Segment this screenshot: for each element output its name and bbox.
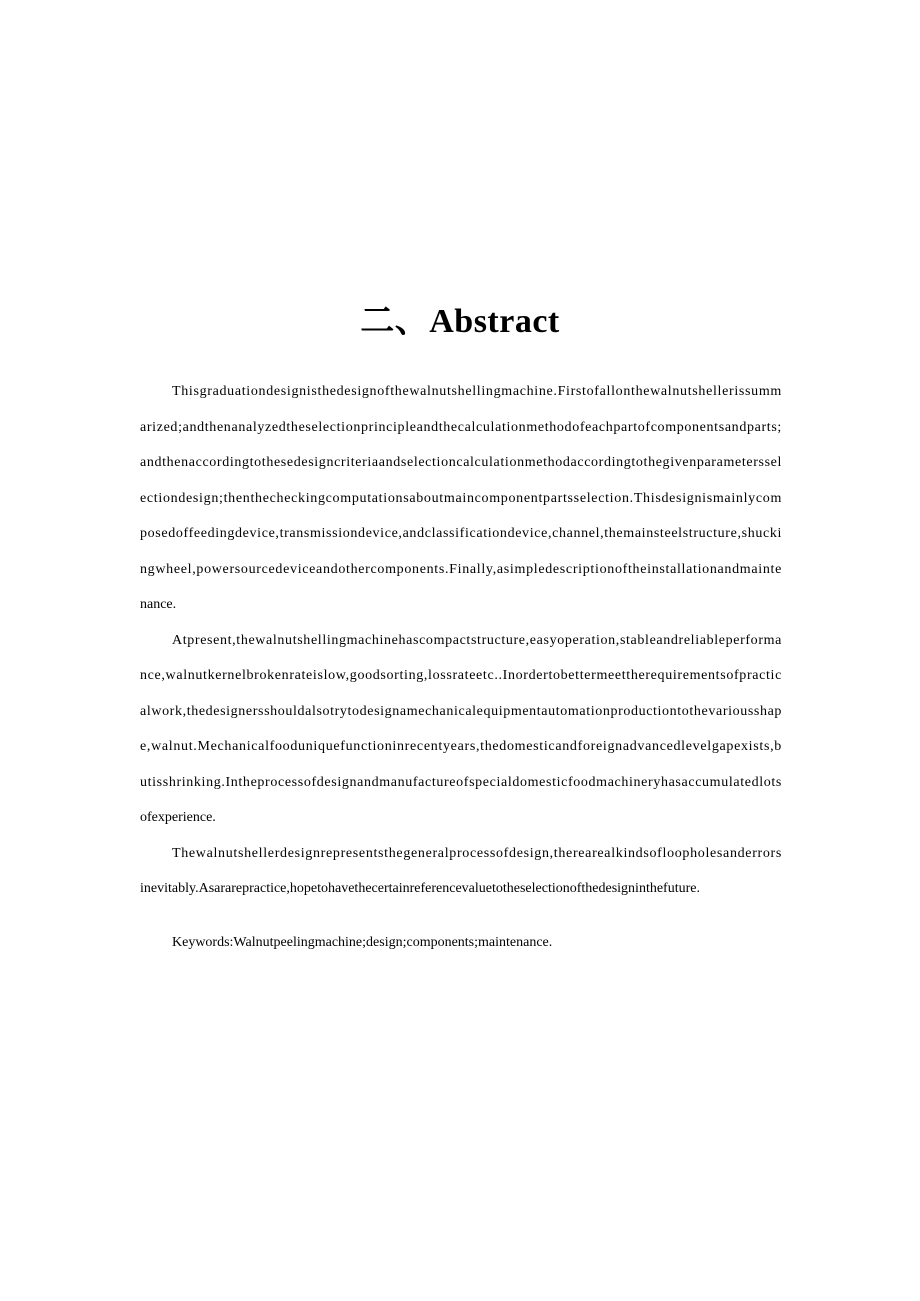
- paragraph-2-line-1: Atpresent,thewalnutshellingmachinehascompactstructure,easyoperation,stableandreliableperforma: [172, 632, 782, 648]
- paragraph-1-line-3: andthenaccordingtothesedesigncriteriaandselectioncalculationmethodaccordingtothegivenparameterssel: [140, 455, 782, 470]
- abstract-heading: 二、Abstract: [360, 303, 560, 340]
- paragraph-1-line-4: ectiondesign;thenthecheckingcomputationsaboutmaincomponentpartsselection.Thisdesignismainlycom: [140, 490, 782, 506]
- paragraph-2-line-4: e,walnut.Mechanicalfooduniquefunctioninrecentyears,thedomesticandforeignadvancedlevelgapexists,b: [140, 739, 782, 754]
- paragraph-2-line-6: ofexperience.: [140, 810, 216, 825]
- paragraph-1-line-7: nance.: [140, 597, 177, 612]
- paragraph-3-line-1: Thewalnutshellerdesignrepresentsthegeneralprocessofdesign,therearealkindsofloopholesanderrors: [172, 845, 782, 861]
- paragraph-1-line-6: ngwheel,powersourcedeviceandothercomponents.Finally,asimpledescriptionoftheinstallationandmainte: [140, 561, 782, 577]
- paragraph-3-line-2: inevitably.Asararepractice,hopetohavethecertainreferencevaluetotheselectionofthedesigninthefuture.: [140, 881, 700, 896]
- paragraph-2-line-5: utisshrinking.Intheprocessofdesignandmanufactureofspecialdomesticfoodmachineryhasaccumulatedlots: [140, 774, 782, 790]
- paragraph-1-line-5: posedoffeedingdevice,transmissiondevice,andclassificationdevice,channel,themainsteelstructure,shucki: [140, 526, 782, 541]
- paragraph-1-line-2: arized;andthenanalyzedtheselectionprincipleandthecalculationmethodofeachpartofcomponentsandparts;: [140, 419, 782, 435]
- paragraph-1-line-1: Thisgraduationdesignisthedesignofthewalnutshellingmachine.Firstofallonthewalnutshellerissumm: [172, 384, 782, 399]
- paragraph-2-line-3: alwork,thedesignersshouldalsotrytodesignamechanicalequipmentautomationproductiontothevariousshap: [140, 703, 782, 719]
- keywords-line: Keywords:Walnutpeelingmachine;design;components;maintenance.: [172, 935, 553, 950]
- paragraph-2-line-2: nce,walnutkernelbrokenrateislow,goodsorting,lossrateetc..Inordertobettermeettherequirementsofpractic: [140, 668, 782, 683]
- abstract-body: [140, 382, 782, 915]
